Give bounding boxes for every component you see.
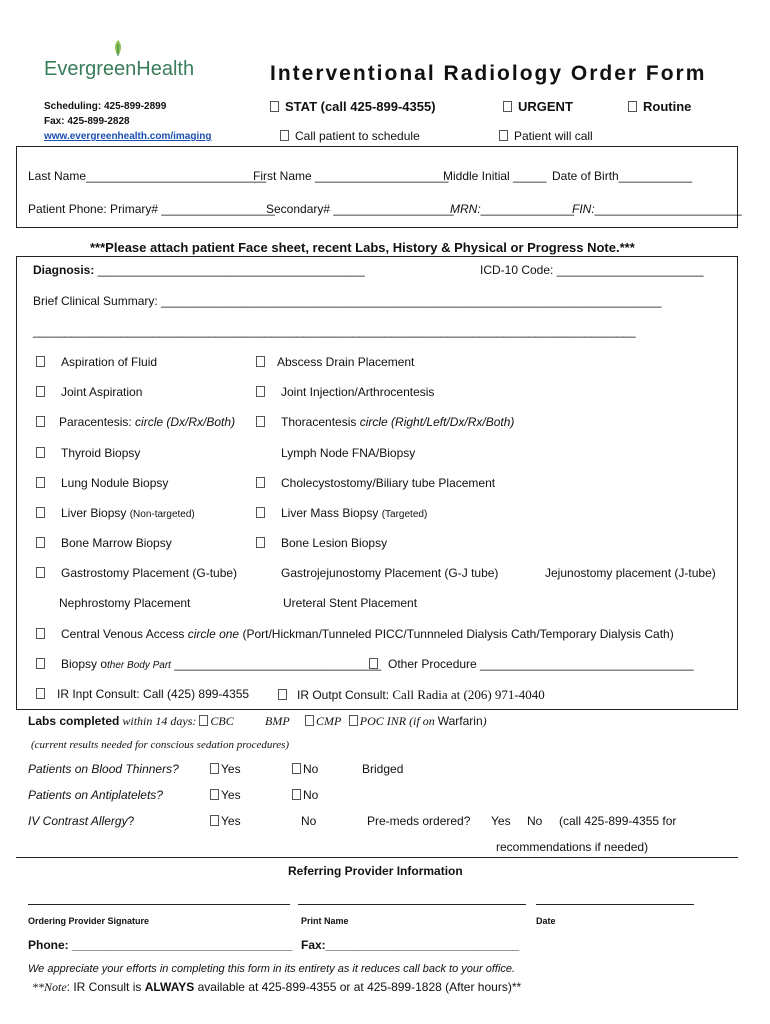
fax-number: Fax: 425-899-2828 [44, 116, 130, 127]
proc-lung-nodule[interactable]: Lung Nodule Biopsy [36, 476, 168, 490]
bridged-label: Bridged [362, 762, 404, 776]
provider-divider [16, 857, 738, 858]
checkbox[interactable] [36, 658, 45, 669]
provider-fax-field[interactable]: Fax:_____________________________ [301, 938, 520, 952]
consult-note: **Note: IR Consult is ALWAYS available at 425-899-4355 or at 425-899-1828 (After hours)** [32, 980, 522, 994]
checkbox[interactable] [36, 416, 45, 427]
checkbox[interactable] [36, 386, 45, 397]
proc-jejunostomy[interactable]: Jejunostomy placement (J-tube) [545, 566, 716, 580]
date-line [536, 904, 694, 905]
contrast-yes[interactable]: Yes [210, 814, 241, 828]
ir-outpt-consult[interactable]: IR Outpt Consult: Call Radia at (206) 971-4040 [278, 687, 545, 703]
summary-line-2[interactable]: ________________________________________________________________________________________________ [33, 324, 636, 338]
checkbox[interactable] [36, 537, 45, 548]
proc-liver-biopsy[interactable]: Liver Biopsy (Non-targeted) [36, 506, 195, 520]
checkbox[interactable] [256, 386, 265, 397]
premeds-yes[interactable]: Yes [491, 814, 511, 828]
ir-inpt-consult[interactable]: IR Inpt Consult: Call (425) 899-4355 [36, 687, 249, 701]
proc-gastrojejunostomy[interactable]: Gastrojejunostomy Placement (G-J tube) [281, 566, 499, 580]
first-name-field[interactable]: First Name ____________________ [253, 169, 449, 183]
antiplatelets-yes[interactable]: Yes [210, 788, 241, 802]
premeds-question: Pre-meds ordered? [367, 814, 471, 828]
priority-stat[interactable]: STAT (call 425-899-4355) [270, 99, 436, 114]
checkbox[interactable] [292, 789, 301, 800]
attach-notice: ***Please attach patient Face sheet, recent Labs, History & Physical or Progress Note.*** [90, 240, 635, 255]
premeds-call: (call 425-899-4355 for [559, 814, 677, 828]
provider-phone-field[interactable]: Phone: _________________________________ [28, 938, 293, 952]
proc-bone-marrow[interactable]: Bone Marrow Biopsy [36, 536, 172, 550]
provider-heading: Referring Provider Information [288, 864, 463, 878]
checkbox[interactable] [36, 447, 45, 458]
patient-will-call-option[interactable]: Patient will call [499, 129, 593, 143]
proc-cholecystostomy[interactable]: Cholecystostomy/Biliary tube Placement [256, 476, 495, 490]
proc-gastrostomy[interactable]: Gastrostomy Placement (G-tube) [36, 566, 237, 580]
appreciation-text: We appreciate your efforts in completing this form in its entirety as it reduces call back to your office. [28, 963, 516, 975]
phone-primary-field[interactable]: Patient Phone: Primary# _________________ [28, 202, 275, 216]
proc-joint-injection[interactable]: Joint Injection/Arthrocentesis [256, 385, 434, 399]
mrn-field[interactable]: MRN:______________ [450, 202, 575, 216]
summary-field[interactable]: Brief Clinical Summary: ___________________________________________________________________________ [33, 294, 662, 308]
website-link[interactable]: www.evergreenhealth.com/imaging [44, 131, 212, 142]
fin-field[interactable]: FIN:______________________ [572, 202, 742, 216]
blood-thinners-yes[interactable]: Yes [210, 762, 241, 776]
contrast-no[interactable]: No [301, 814, 317, 828]
checkbox[interactable] [199, 715, 208, 726]
last-name-field[interactable]: Last Name___________________________ [28, 169, 267, 183]
blood-thinners-no[interactable]: No [292, 762, 318, 776]
checkbox[interactable] [36, 356, 45, 367]
checkbox[interactable] [270, 101, 279, 112]
checkbox[interactable] [503, 101, 512, 112]
checkbox[interactable] [305, 715, 314, 726]
checkbox[interactable] [36, 507, 45, 518]
checkbox[interactable] [256, 356, 265, 367]
call-patient-option[interactable]: Call patient to schedule [280, 129, 420, 143]
signature-line [28, 904, 290, 905]
checkbox[interactable] [292, 763, 301, 774]
blood-thinners-question: Patients on Blood Thinners? [28, 762, 179, 776]
priority-routine[interactable]: Routine [628, 99, 691, 114]
signature-label: Ordering Provider Signature [28, 916, 150, 926]
proc-thoracentesis[interactable]: Thoracentesis circle (Right/Left/Dx/Rx/Both) [256, 415, 514, 429]
icd-field[interactable]: ICD-10 Code: ______________________ [480, 263, 704, 277]
checkbox[interactable] [36, 477, 45, 488]
contrast-allergy-question: IV Contrast Allergy? [28, 814, 135, 828]
antiplatelets-question: Patients on Antiplatelets? [28, 788, 163, 802]
checkbox[interactable] [256, 507, 265, 518]
print-name-label: Print Name [301, 916, 349, 926]
checkbox[interactable] [36, 628, 45, 639]
proc-abscess-drain[interactable]: Abscess Drain Placement [256, 355, 414, 369]
proc-bone-lesion[interactable]: Bone Lesion Biopsy [256, 536, 387, 550]
proc-aspiration-fluid[interactable]: Aspiration of Fluid [36, 355, 157, 369]
priority-urgent[interactable]: URGENT [503, 99, 573, 114]
proc-paracentesis[interactable]: Paracentesis: circle (Dx/Rx/Both) [36, 415, 235, 429]
antiplatelets-no[interactable]: No [292, 788, 318, 802]
checkbox[interactable] [256, 477, 265, 488]
proc-other-procedure[interactable]: Other Procedure ________________________________ [369, 657, 694, 671]
premeds-no[interactable]: No [527, 814, 543, 828]
proc-thyroid-biopsy[interactable]: Thyroid Biopsy [36, 446, 140, 460]
phone-secondary-field[interactable]: Secondary# __________________ [266, 202, 454, 216]
checkbox[interactable] [210, 763, 219, 774]
scheduling-phone: Scheduling: 425-899-2899 [44, 101, 167, 112]
proc-central-venous-access[interactable]: Central Venous Access circle one (Port/Hickman/Tunneled PICC/Tunnneled Dialysis Cath/Temporary Dialysis Cath) [36, 627, 674, 641]
checkbox[interactable] [256, 416, 265, 427]
middle-initial-field[interactable]: Middle Initial _____ [443, 169, 547, 183]
leaf-icon [108, 38, 128, 58]
diagnosis-field[interactable]: Diagnosis: ________________________________________ [33, 263, 365, 277]
checkbox[interactable] [628, 101, 637, 112]
proc-joint-aspiration[interactable]: Joint Aspiration [36, 385, 142, 399]
page-title: Interventional Radiology Order Form [270, 62, 707, 85]
proc-liver-mass[interactable]: Liver Mass Biopsy (Targeted) [256, 506, 427, 520]
checkbox[interactable] [369, 658, 378, 669]
premeds-call-2: recommendations if needed) [496, 840, 649, 854]
date-label: Date [536, 916, 556, 926]
checkbox[interactable] [278, 689, 287, 700]
proc-nephrostomy[interactable]: Nephrostomy Placement [59, 596, 191, 610]
labs-completed: Labs completed within 14 days: CBC BMP CMP POC INR (if on Warfarin) [28, 714, 487, 728]
logo-text: EvergreenHealth [44, 58, 195, 80]
proc-biopsy-other[interactable]: Biopsy other Body Part _______________________________ [36, 657, 381, 671]
checkbox[interactable] [256, 537, 265, 548]
proc-ureteral-stent[interactable]: Ureteral Stent Placement [283, 596, 418, 610]
checkbox[interactable] [280, 130, 289, 141]
checkbox[interactable] [36, 688, 45, 699]
checkbox[interactable] [349, 715, 358, 726]
labs-note: (current results needed for conscious sedation procedures) [31, 739, 290, 751]
checkbox[interactable] [499, 130, 508, 141]
checkbox[interactable] [36, 567, 45, 578]
checkbox[interactable] [210, 789, 219, 800]
proc-lymph-node[interactable]: Lymph Node FNA/Biopsy [281, 446, 416, 460]
checkbox[interactable] [210, 815, 219, 826]
dob-field[interactable]: Date of Birth___________ [552, 169, 693, 183]
print-name-line [298, 904, 526, 905]
